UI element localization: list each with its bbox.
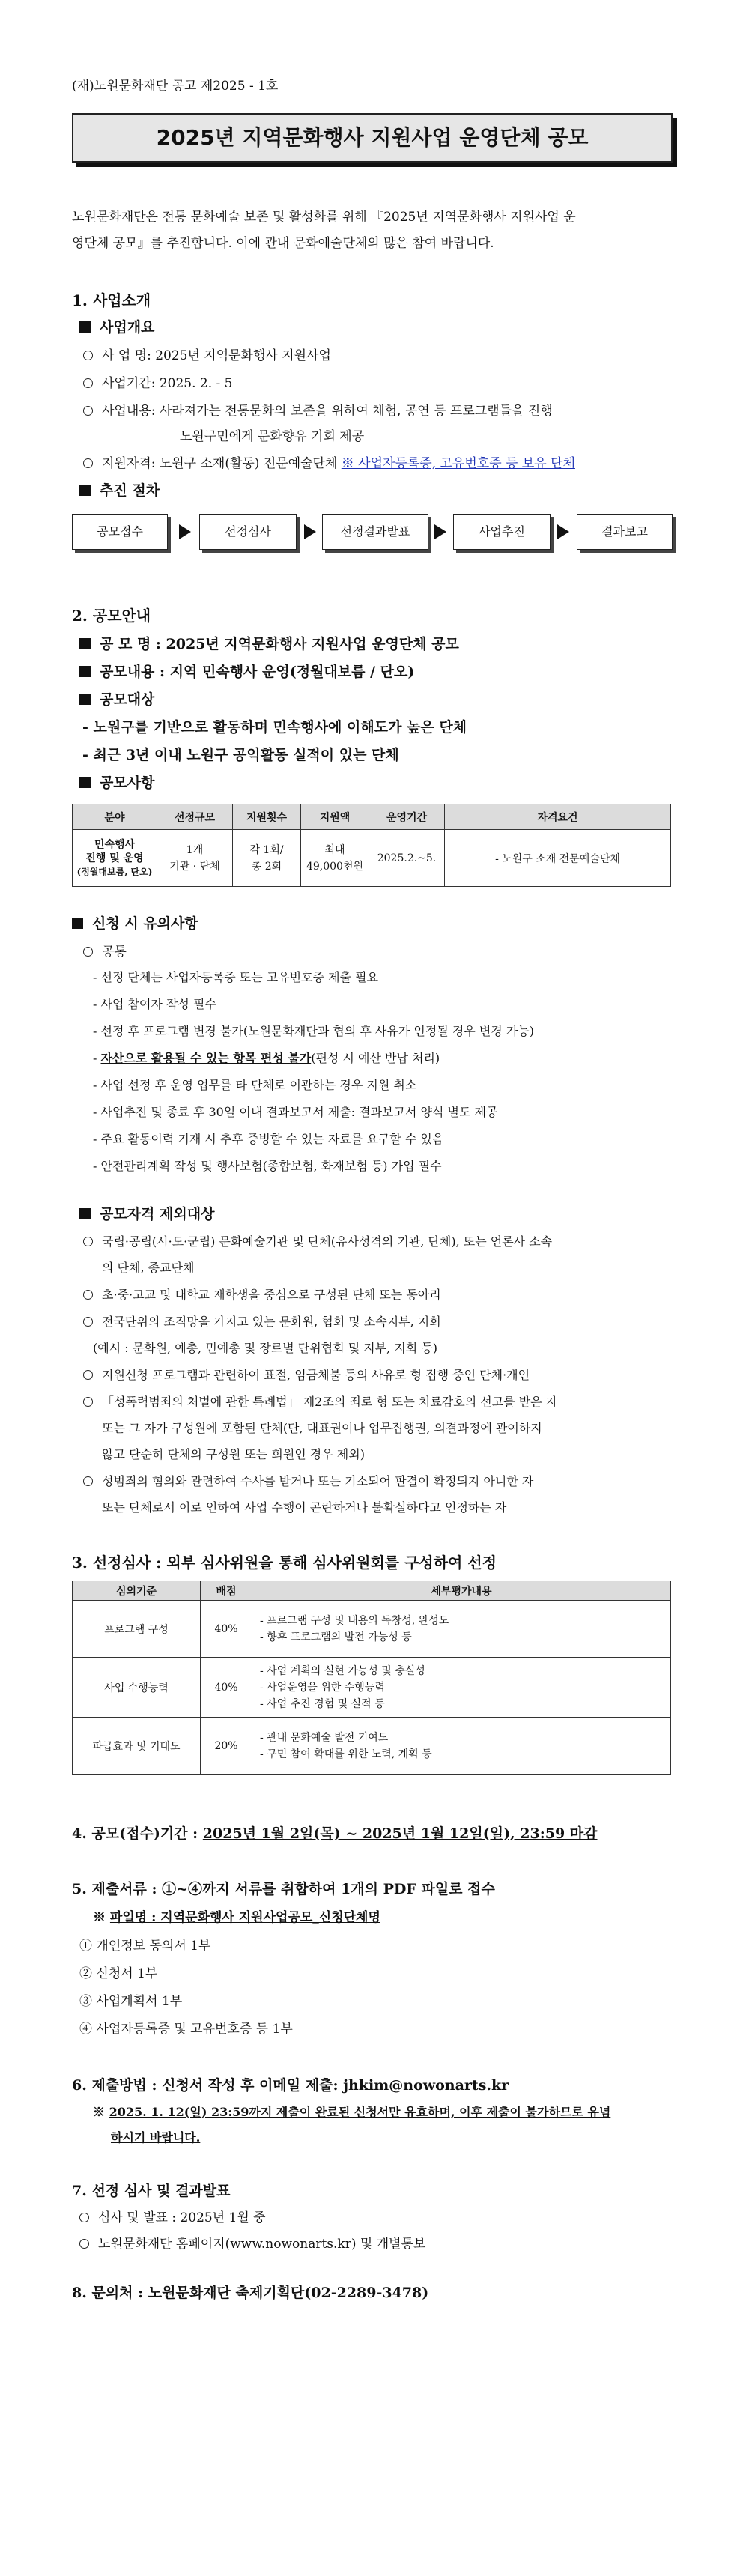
note-item: - 선정 후 프로그램 변경 불가(노원문화재단과 협의 후 사유가 인정될 경우 변경 가능)	[93, 1024, 534, 1038]
exclusion-item: 초·중·고교 및 대학교 재학생을 중심으로 구성된 단체 또는 동아리	[83, 1285, 441, 1303]
section-7-heading: 7. 선정 심사 및 결과발표	[72, 2183, 231, 2199]
table-cell-amount: 최대 49,000천원	[301, 830, 369, 887]
result-item: 심사 및 발표 : 2025년 1월 중	[79, 2207, 266, 2225]
flow-step-application: 공모접수	[72, 514, 168, 550]
criteria-score: 40%	[201, 1601, 252, 1658]
table-cell-period: 2025.2.~5.	[369, 830, 445, 887]
square-bullet-icon	[79, 694, 91, 705]
business-name: 사 업 명: 2025년 지역문화행사 지원사업	[83, 345, 331, 363]
note-item: - 사업추진 및 종료 후 30일 이내 결과보고서 제출: 결과보고서 양식 별도 제공	[93, 1105, 498, 1119]
criteria-detail: - 프로그램 구성 및 내용의 독창성, 완성도 - 향후 프로그램의 발전 가능성 등	[252, 1601, 671, 1658]
circle-bullet-icon	[83, 1317, 93, 1327]
business-content-cont: 노원구민에게 문화향유 기회 제공	[180, 429, 365, 444]
exclusion-item-cont: 또는 그 자가 구성원에 포함된 단체(단, 대표권이나 업무집행권, 의결과정에 관여하지	[102, 1421, 542, 1435]
process-title: 추진 절차	[79, 479, 160, 500]
circle-bullet-icon	[79, 2213, 89, 2222]
application-period: 2025년 1월 2일(목) ~ 2025년 1월 12일(일), 23:59 마감	[202, 1825, 598, 1842]
qualification: 지원자격: 노원구 소재(활동) 전문예술단체 ※ 사업자등록증, 고유번호증 등 보유 단체	[83, 452, 575, 471]
section-4-heading: 4. 공모(접수)기간 : 2025년 1월 2일(목) ~ 2025년 1월 12일(일), 23:59 마감	[72, 1825, 598, 1842]
qualification-note: ※ 사업자등록증, 고유번호증 등 보유 단체	[341, 456, 575, 471]
intro-line-1: 노원문화재단은 전통 문화예술 보존 및 활성화를 위해 『2025년 지역문화행사 지원사업 운	[72, 210, 576, 225]
exclusion-item-cont: 의 단체, 종교단체	[102, 1261, 195, 1275]
circle-bullet-icon	[83, 351, 93, 360]
square-bullet-icon	[79, 321, 91, 333]
criteria-table	[72, 1581, 671, 1775]
circle-bullet-icon	[83, 406, 93, 416]
circle-bullet-icon	[83, 947, 93, 957]
note-item: - 사업 선정 후 운영 업무를 타 단체로 이관하는 경우 지원 취소	[93, 1078, 417, 1092]
arrow-right-icon	[434, 524, 446, 539]
business-period: 사업기간: 2025. 2. - 5	[83, 372, 232, 391]
circle-bullet-icon	[83, 1370, 93, 1380]
target-1: - 노원구를 기반으로 활동하며 민속행사에 이해도가 높은 단체	[82, 719, 467, 736]
items-title: 공모사항	[79, 772, 154, 792]
square-bullet-icon	[79, 666, 91, 677]
table-cell-scale: 1개 기관 · 단체	[157, 830, 233, 887]
criteria-detail: - 관내 문화예술 발전 기여도 - 구민 참여 확대를 위한 노력, 계획 등	[252, 1718, 671, 1775]
note-item: - 안전관리계획 작성 및 행사보험(종합보험, 화재보험 등) 가입 필수	[93, 1159, 442, 1173]
deadline-note: ※ 2025. 1. 12(일) 23:59까지 제출이 완료된 신청서만 유효하며, 이후 제출이 불가하므로 유념	[93, 2105, 611, 2119]
square-bullet-icon	[79, 485, 91, 496]
table-row	[73, 1658, 671, 1718]
overview-title: 사업개요	[79, 316, 154, 336]
table-header: 분야	[73, 804, 157, 830]
table-row	[73, 1718, 671, 1775]
criteria-score: 20%	[201, 1718, 252, 1775]
result-item: 노원문화재단 홈페이지(www.nowonarts.kr) 및 개별통보	[79, 2233, 425, 2252]
exclusion-title: 공모자격 제외대상	[79, 1203, 214, 1223]
criteria-score: 40%	[201, 1658, 252, 1718]
intro-line-2: 영단체 공모』를 추진합니다. 이에 관내 문화예술단체의 많은 참여 바랍니다.	[72, 236, 494, 251]
table-header: 선정규모	[157, 804, 233, 830]
note-item-asset: - 자산으로 활용될 수 있는 항목 편성 불가(편성 시 예산 반납 처리)	[93, 1051, 440, 1065]
arrow-right-icon	[557, 524, 569, 539]
section-5-heading: 5. 제출서류 : ①~④까지 서류를 취합하여 1개의 PDF 파일로 접수	[72, 1881, 495, 1897]
circle-bullet-icon	[83, 378, 93, 388]
criteria-detail: - 사업 계획의 실현 가능성 및 충실성 - 사업운영을 위한 수행능력 - 사업 추진 경험 및 실적 등	[252, 1658, 671, 1718]
exclusion-item: 전국단위의 조직망을 가지고 있는 문화원, 협회 및 소속지부, 지회	[83, 1312, 441, 1330]
note-item: - 사업 참여자 작성 필수	[93, 997, 216, 1011]
section-2-heading: 2. 공모안내	[72, 607, 151, 625]
notice-number: (재)노원문화재단 공고 제2025 - 1호	[72, 79, 279, 94]
arrow-right-icon	[179, 524, 191, 539]
square-bullet-icon	[79, 1208, 91, 1219]
section-6-heading: 6. 제출방법 : 신청서 작성 후 이메일 제출: jhkim@nowonarts.kr	[72, 2077, 509, 2094]
exclusion-item: 국립·공립(시·도·군립) 문화예술기관 및 단체(유사성격의 기관, 단체), 또는 언론사 소속	[83, 1232, 552, 1249]
square-bullet-icon	[79, 638, 91, 649]
target-title: 공모대상	[79, 688, 154, 709]
table-cell-field: 민속행사 진행 및 운영 (정월대보름, 단오)	[73, 830, 157, 887]
section-1-heading: 1. 사업소개	[72, 291, 151, 309]
note-item: - 주요 활동이력 기재 시 추후 증빙할 수 있는 자료를 요구할 수 있음	[93, 1132, 444, 1146]
circle-bullet-icon	[83, 1237, 93, 1246]
section-8-heading: 8. 문의처 : 노원문화재단 축제기획단(02-2289-3478)	[72, 2285, 429, 2301]
submission-method: 신청서 작성 후 이메일 제출: jhkim@nowonarts.kr	[162, 2077, 509, 2094]
contest-name: 공 모 명 : 2025년 지역문화행사 지원사업 운영단체 공모	[79, 633, 459, 653]
table-header: 지원횟수	[233, 804, 301, 830]
notes-common: 공통	[83, 941, 127, 960]
table-header: 배점	[201, 1581, 252, 1601]
table-cell-times: 각 1회/ 총 2회	[233, 830, 301, 887]
table-header: 세부평가내용	[252, 1581, 671, 1601]
square-bullet-icon	[79, 777, 91, 788]
flow-step-review: 선정심사	[199, 514, 297, 550]
exclusion-item-cont: (예시 : 문화원, 예총, 민예총 및 장르별 단위협회 및 지부, 지회 등)	[93, 1341, 438, 1355]
target-2: - 최근 3년 이내 노원구 공익활동 실적이 있는 단체	[82, 747, 399, 763]
exclusion-item-cont: 또는 단체로서 이로 인하여 사업 수행이 곤란하거나 불확실하다고 인정하는 자	[102, 1500, 507, 1515]
table-cell-qualification: - 노원구 소재 전문예술단체	[445, 830, 671, 887]
table-header: 심의기준	[73, 1581, 201, 1601]
table-header: 지원액	[301, 804, 369, 830]
circle-bullet-icon	[79, 2239, 89, 2249]
circle-bullet-icon	[83, 1290, 93, 1300]
criteria-name: 파급효과 및 기대도	[73, 1718, 201, 1775]
notes-title: 신청 시 유의사항	[72, 912, 198, 933]
criteria-name: 프로그램 구성	[73, 1601, 201, 1658]
file-name-note: ※ 파일명 : 지역문화행사 지원사업공모_신청단체명	[93, 1910, 380, 1925]
doc-item: ② 신청서 1부	[79, 1966, 158, 1981]
flow-step-report: 결과보고	[577, 514, 673, 550]
circle-bullet-icon	[83, 1476, 93, 1486]
square-bullet-icon	[72, 918, 83, 929]
table-row	[73, 1601, 671, 1658]
exclusion-item-cont: 않고 단순히 단체의 구성원 또는 회원인 경우 제외)	[102, 1447, 365, 1461]
contest-content: 공모내용 : 지역 민속행사 운영(정월대보름 / 단오)	[79, 661, 414, 681]
exclusion-item: 성범죄의 혐의와 관련하여 수사를 받거나 또는 기소되어 판결이 확정되지 아니한 자	[83, 1472, 533, 1489]
contest-table	[72, 804, 671, 887]
note-item: - 선정 단체는 사업자등록증 또는 고유번호증 제출 필요	[93, 970, 379, 984]
arrow-right-icon	[304, 524, 316, 539]
criteria-name: 사업 수행능력	[73, 1658, 201, 1718]
exclusion-item: 지원신청 프로그램과 관련하여 표절, 임금체불 등의 사유로 형 집행 중인 단체·개인	[83, 1366, 530, 1383]
flow-step-execution: 사업추진	[453, 514, 551, 550]
doc-item: ③ 사업계획서 1부	[79, 1994, 183, 2009]
flow-step-announcement: 선정결과발표	[322, 514, 428, 550]
section-3-heading: 3. 선정심사 : 외부 심사위원을 통해 심사위원회를 구성하여 선정	[72, 1554, 497, 1572]
deadline-note-cont: 하시기 바랍니다.	[111, 2130, 201, 2145]
business-content: 사업내용: 사라져가는 전통문화의 보존을 위하여 체험, 공연 등 프로그램들을 진행	[83, 400, 553, 419]
circle-bullet-icon	[83, 458, 93, 468]
doc-item: ① 개인정보 동의서 1부	[79, 1939, 211, 1954]
table-row	[73, 830, 671, 887]
table-header: 운영기간	[369, 804, 445, 830]
table-header: 자격요건	[445, 804, 671, 830]
doc-item: ④ 사업자등록증 및 고유번호증 등 1부	[79, 2022, 293, 2037]
circle-bullet-icon	[83, 1397, 93, 1407]
page-title: 2025년 지역문화행사 지원사업 운영단체 공모	[72, 113, 673, 163]
exclusion-item: 「성폭력범죄의 처벌에 관한 특례법」 제2조의 죄로 형 또는 치료감호의 선고를 받은 자	[83, 1392, 557, 1410]
